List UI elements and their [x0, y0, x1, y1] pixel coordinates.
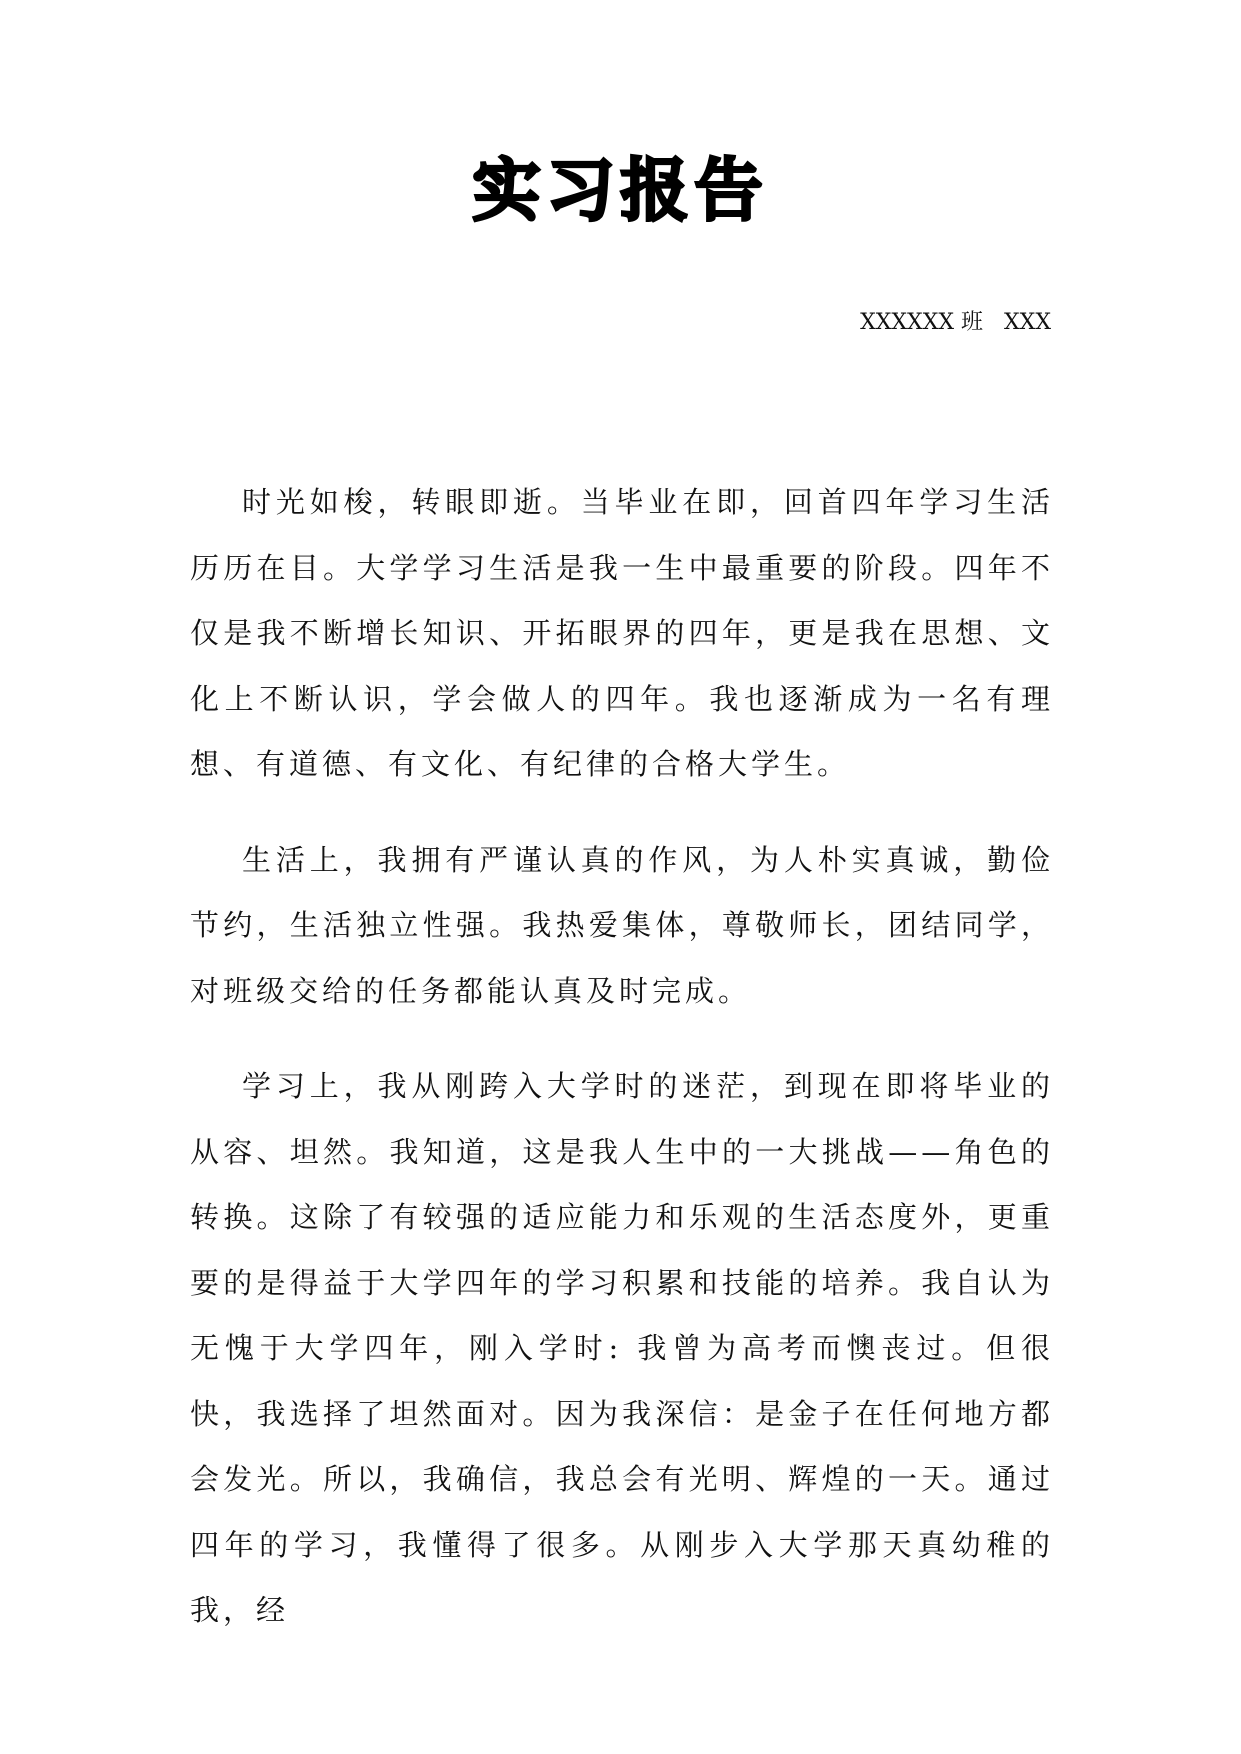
paragraph-study: 学习上，我从刚跨入大学时的迷茫，到现在即将毕业的从容、坦然。我知道，这是我人生中的一大挑战——角色的转换。这除了有较强的适应能力和乐观的生活态度外，更重要的是得益于大学四年的学习积累和技能的培养。我自认为无愧于大学四年，刚入学时: 我曾为高考而懊丧过。但很快，我选择了坦然面对。因为我深信：是金子在任何地方都会发光。所以，我确信，我总会有光明、辉煌的一天。通过四年的学习，我懂得了很多。从刚步入大学那天真幼稚的我，经: [190, 1069, 1054, 1627]
document-body: [190, 470, 1054, 1674]
document-title: 实习报告: [472, 152, 769, 231]
paragraph-intro: 时光如梭，转眼即逝。当毕业在即，回首四年学习生活历历在目。大学学习生活是我一生中最重要的阶段。四年不仅是我不断增长知识、开拓眼界的四年，更是我在思想、文化上不断认识，学会做人的四年。我也逐渐成为一名有理想、有道德、有文化、有纪律的合格大学生。: [190, 485, 1054, 781]
paragraph-life: 生活上，我拥有严谨认真的作风，为人朴实真诚，勤俭节约，生活独立性强。我热爱集体，尊敬师长，团结同学，对班级交给的任务都能认真及时完成。: [190, 842, 1054, 1008]
author-line: XXXXXX 班 XXX: [860, 310, 1051, 335]
